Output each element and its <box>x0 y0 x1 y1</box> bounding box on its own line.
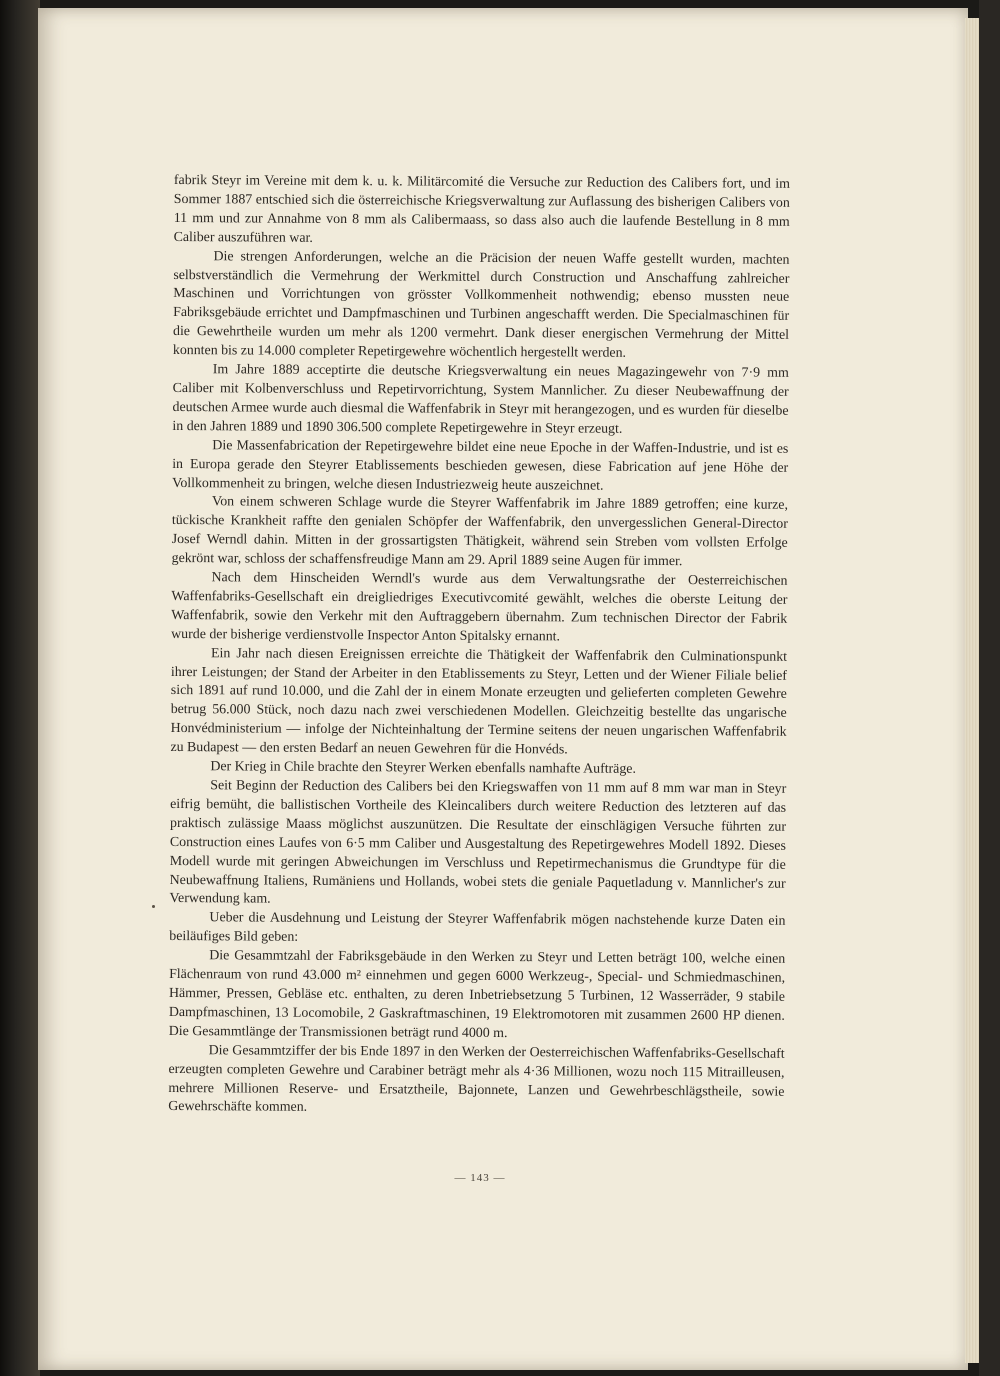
paragraph-5: Von einem schweren Schlage wurde die Steyrer Waffenfabrik im Jahre 1889 getroffen; eine kurze, tückische Krankheit raffte den genialen Schöpfer der Waffenfabrik, den unvergesslichen General-Director Josef Werndl dahin. Mitten in der grossartigsten Thätigkeit, während sein Streben vom vollsten Erfolge gekrönt war, schloss der schaffensfreudige Mann am 29. April 1889 seine Augen für immer. <box>171 494 789 570</box>
paragraph-3: Im Jahre 1889 acceptirte die deutsche Kriegsverwaltung ein neues Magazingewehr von 7·9 mm Caliber mit Kolbenverschluss und Repetirvorrichtung, System Mannlicher. Zu dieser Neubewaffnung der deutschen Armee wurde auch diesmal die Waffenfabrik in Steyr mit herangezogen, und es wurden für dieselbe in den Jahren 1889 und 1890 306.500 complete Repetirgewehre in Steyr erzeugt. <box>172 362 789 437</box>
body-text <box>168 172 790 1121</box>
paragraph-12: Die Gesammtziffer der bis Ende 1897 in den Werken der Oesterreichischen Waffenfabriks-Gesellschaft erzeugten completen Gewehre und Carabiner beträgt mehr als 4·36 Millionen, wozu noch 115 Mitrailleusen, mehrere Millionen Reserve- und Ersatztheile, Bajonnete, Lanzen und Gewehrbeschlägstheile, sowie Gewehrschäfte kommen. <box>168 1042 785 1116</box>
page-stack-edge <box>965 18 980 1363</box>
paragraph-1: fabrik Steyr im Vereine mit dem k. u. k. Militärcomité die Versuche zur Reduction des Calibers fort, und im Sommer 1887 entschied sich die österreichische Kriegsverwaltung zur Auflassung des bisherigen Calibers von 11 mm und zur Annahme von 8 mm als Calibermaass, so dass also auch die laufende Bestellung in 8 mm Caliber auszuführen war. <box>173 172 790 246</box>
paragraph-4: Die Massenfabrication der Repetirgewehre bildet eine neue Epoche in der Waffen-Industrie, und ist es in Europa gerade den Steyrer Etablissements beschieden gewesen, diese Fabrication auf jene Höhe der Vollkommenheit zu bringen, welche diesen Industriezweig heute auszeichnet. <box>172 437 789 494</box>
paper-speck <box>152 905 155 908</box>
paragraph-11: Die Gesammtzahl der Fabriksgebäude in den Werken zu Steyr und Letten beträgt 100, welche einen Flächenraum von rund 43.000 m² einnehmen und gegen 6000 Werkzeug-, Special- und Schmiedmaschinen, Hämmer, Pressen, Gebläse etc. enthalten, zu deren Inbetriebsetzung 5 Turbinen, 12 Wasserräder, 9 stabile Dampfmaschinen, 13 Locomobile, 2 Gaskraftmaschinen, 19 Elektromotoren mit zusammen 2600 HP dienen. Die Gesammtlänge der Transmissionen beträgt rund 4000 m. <box>168 948 786 1041</box>
paragraph-10: Ueber die Ausdehnung und Leistung der Steyrer Waffenfabrik mögen nachstehende kurze Daten ein beiläufiges Bild geben: <box>169 910 786 946</box>
book-cover-right <box>979 0 1000 1376</box>
paragraph-2: Die strengen Anforderungen, welche an die Präcision der neuen Waffe gestellt wurden, machten selbstverständlich die Vermehrung der Werkmittel durch Construction und Anschaffung zahlreicher Maschinen und Vorrichtungen von grösster Vollkommenheit nothwendig; ebenso mussten neue Fabriksgebäude errichtet und Dampfmaschinen und Turbinen angeschafft werden. Die Specialmaschinen für die Gewehrtheile wurden um mehr als 1200 vermehrt. Dank dieser energischen Vermehrung der Mittel konnten bis zu 14.000 completer Repetirgewehre wöchentlich hergestellt werden. <box>172 248 790 361</box>
paragraph-8: Der Krieg in Chile brachte den Steyrer Werken ebenfalls namhafte Aufträge. <box>210 759 636 777</box>
book-spine-left <box>0 0 40 1376</box>
paragraph-7: Ein Jahr nach diesen Ereignissen erreichte die Thätigkeit der Waffenfabrik den Culminationspunkt ihrer Leistungen; der Stand der Arbeiter in den Etablissements zu Steyr, Letten und der Wiener Filiale belief sich 1891 auf rund 10.000, und die Zahl der in einem Monate erzeugten und gelieferten completen Gewehre betrug 56.000 Stück, noch dazu nach zwei verschiedenen Modellen. Gleichzeitig bestellte das ungarische Honvédministerium — infolge der Nichteinhaltung der Termine seitens der neuen ungarischen Waffenfabrik zu Budapest — den ersten Bedarf an neuen Gewehren für die Honvéds. <box>170 645 788 758</box>
page-number: — 143 — <box>454 1172 506 1184</box>
paragraph-6: Nach dem Hinscheiden Werndl's wurde aus dem Verwaltungsrathe der Oesterreichischen Waffenfabriks-Gesellschaft ein dreigliedriges Executivcomité gewählt, welches die oberste Leitung der Waffenfabrik, sowie den Verkehr mit den Auftraggebern übernahm. Zum technischen Director der Fabrik wurde der bisherige verdienstvolle Inspector Anton Spitalsky ernannt. <box>171 570 788 645</box>
paragraph-9: Seit Beginn der Reduction des Calibers bei den Kriegswaffen von 11 mm auf 8 mm war man in Steyr eifrig bemüht, die ballistischen Vortheile des Kleincalibers durch weitere Reduction des letzteren auf das praktisch zulässige Maass möglichst auszunützen. Die Resultate der einschlägigen Versuche führten zur Construction eines Laufes von 6·5 mm Caliber und Ausgestaltung des Repetirgewehres Modell 1892. Dieses Modell wurde mit geringen Abweichungen im Verschluss und Repetirmechanismus die Grundtype für die Neubewaffnung Italiens, Rumäniens und Hollands, wobei stets die geniale Paquetladung v. Mannlicher's zur Verwendung kam. <box>169 778 787 908</box>
